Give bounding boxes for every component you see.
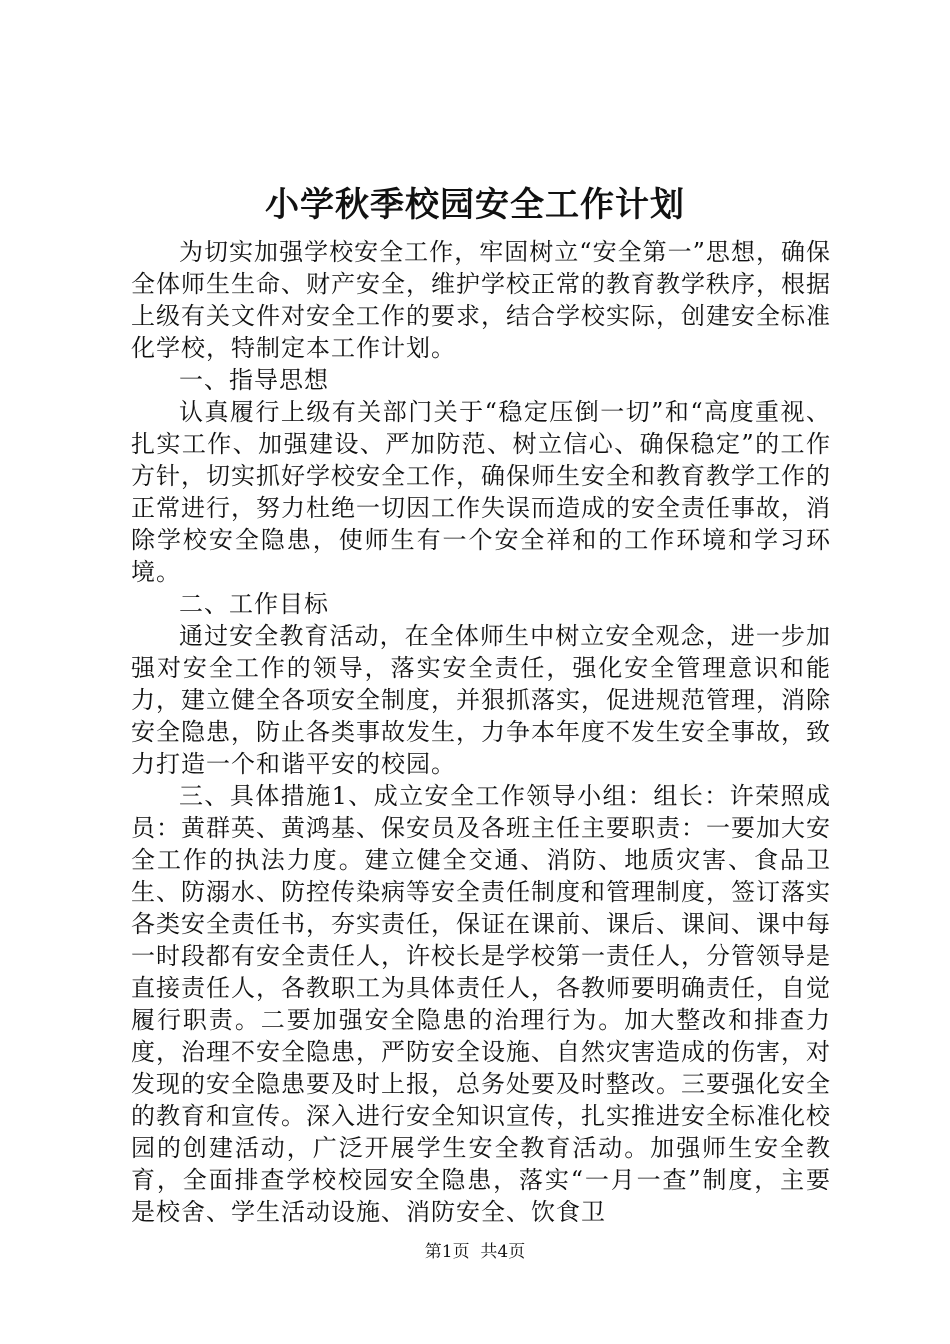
document-title: 小学秋季校园安全工作计划 [265, 185, 685, 225]
section-paragraph-measures: 三、具体措施1、成立安全工作领导小组：组长：许荣照成员：黄群英、黄鸿基、保安员及各班主任主要职责：一要加大安全工作的执法力度。建立健全交通、消防、地质灾害、食品卫生、防溺水、防控传染病等安全责任制度和管理制度，签订落实各类安全责任书，夯实责任，保证在课前、课后、课间、课中每一时段都有安全责任人，许校长是学校第一责任人，分管领导是直接责任人，各教职工为具体责任人，各教师要明确责任，自觉履行职责。二要加强安全隐患的治理行为。加大整改和排查力度，治理不安全隐患，严防安全设施、自然灾害造成的伤害，对发现的安全隐患要及时上报，总务处要及时整改。三要强化安全的教育和宣传。深入进行安全知识宣传，扎实推进安全标准化校园的创建活动，广泛开展学生安全教育活动。加强师生安全教育，全面排查学校校园安全隐患，落实“一月一查”制度，主要是校舍、学生活动设施、消防安全、饮食卫 [131, 782, 831, 1226]
section-heading-guiding-thought: 一、指导思想 [179, 366, 329, 394]
document-body [131, 236, 831, 1228]
section-paragraph-guiding-thought: 认真履行上级有关部门关于“稳定压倒一切”和“高度重视、扎实工作、加强建设、严加防范、树立信心、确保稳定”的工作方针，切实抓好学校安全工作，确保师生安全和教育教学工作的正常进行，努力杜绝一切因工作失误而造成的安全责任事故，消除学校安全隐患，使师生有一个安全祥和的工作环境和学习环境。 [131, 398, 831, 586]
section-paragraph-work-goals: 通过安全教育活动，在全体师生中树立安全观念，进一步加强对安全工作的领导，落实安全责任，强化安全管理意识和能力，建立健全各项安全制度，并狠抓落实，促进规范管理，消除安全隐患，防止各类事故发生，力争本年度不发生安全事故，致力打造一个和谐平安的校园。 [131, 622, 831, 778]
section-heading-work-goals: 二、工作目标 [179, 590, 329, 618]
intro-paragraph: 为切实加强学校安全工作，牢固树立“安全第一”思想，确保全体师生生命、财产安全，维护学校正常的教育教学秩序，根据上级有关文件对安全工作的要求，结合学校实际，创建安全标准化学校，特制定本工作计划。 [131, 238, 831, 362]
page-total: 共4页 [480, 1242, 526, 1262]
page-footer [0, 1240, 950, 1264]
page-number: 第1页 [424, 1242, 470, 1262]
